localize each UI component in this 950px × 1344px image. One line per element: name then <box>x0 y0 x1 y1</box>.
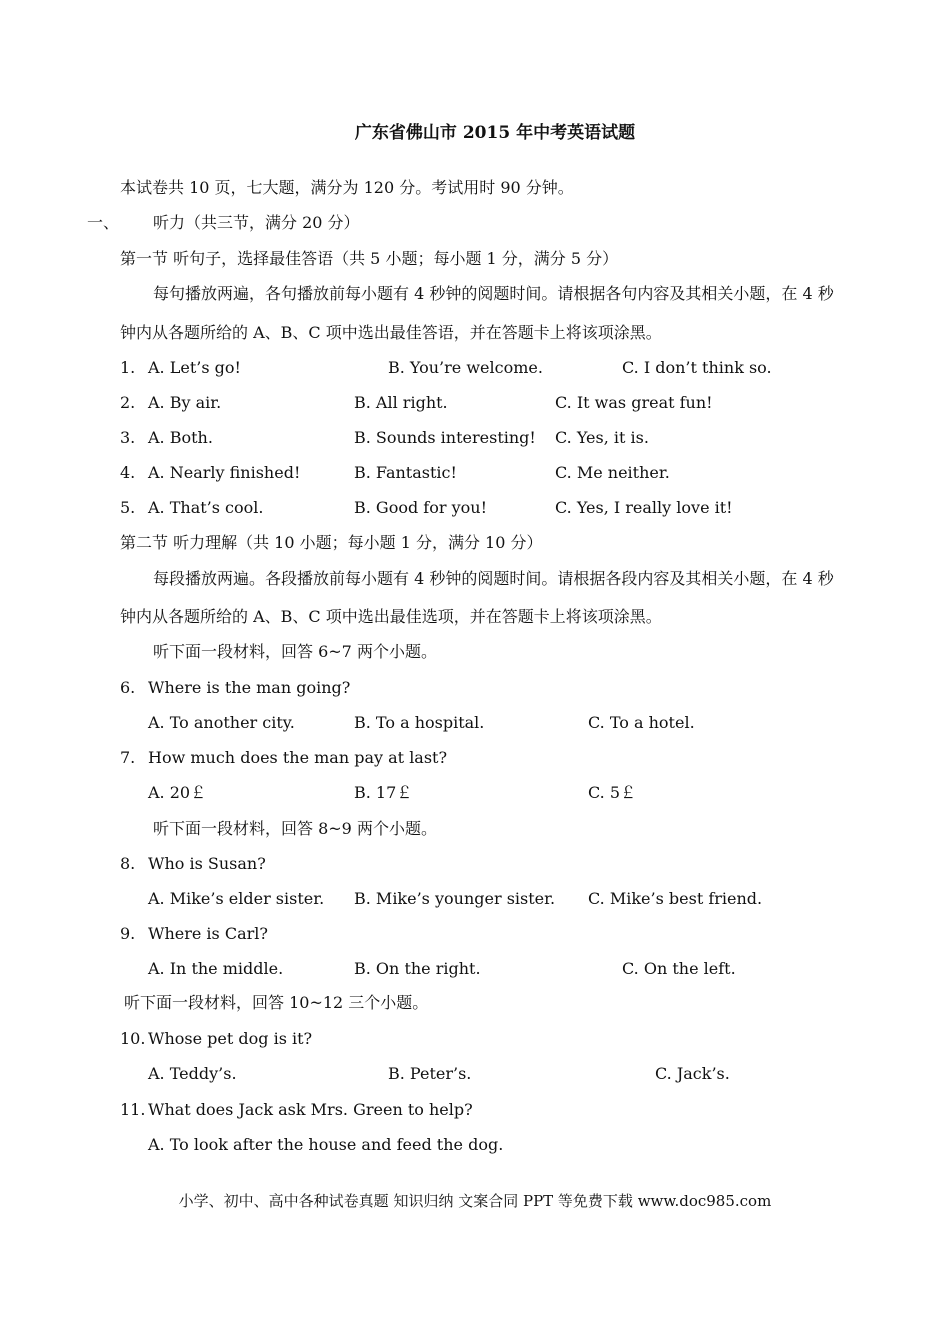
option-b: B. Good for you! <box>354 498 487 517</box>
option-c: C. To a hotel. <box>588 713 695 732</box>
option-a: A. Both. <box>148 428 213 447</box>
question-number: 2. <box>120 393 136 412</box>
question-number: 8. <box>120 854 136 873</box>
question-number: 10. <box>120 1029 146 1048</box>
question-number: 9. <box>120 924 136 943</box>
option-c: C. Yes, I really love it! <box>555 498 733 517</box>
listening-prompt: 听下面一段材料，回答 6~7 两个小题。 <box>153 642 437 661</box>
option-b: B. On the right. <box>354 959 481 978</box>
option-c: C. I don’t think so. <box>622 358 772 377</box>
option-a: A. In the middle. <box>148 959 284 978</box>
question-text: Where is Carl? <box>148 924 268 943</box>
question-text: What does Jack ask Mrs. Green to help? <box>148 1100 473 1119</box>
question-number: 3. <box>120 428 136 447</box>
option-c: C. It was great fun! <box>555 393 713 412</box>
part-heading: 听力（共三节，满分 20 分） <box>153 213 360 232</box>
option-c: C. Yes, it is. <box>555 428 649 447</box>
option-a: A. By air. <box>148 393 222 412</box>
question-text: Whose pet dog is it? <box>148 1029 313 1048</box>
option-a: A. That’s cool. <box>148 498 264 517</box>
option-b: B. Peter’s. <box>388 1064 472 1083</box>
option-a: A. Nearly finished! <box>148 463 301 482</box>
section-heading: 第二节 听力理解（共 10 小题；每小题 1 分，满分 10 分） <box>120 533 543 552</box>
option-a: A. To look after the house and feed the dog. <box>148 1135 504 1154</box>
question-number: 11. <box>120 1100 146 1119</box>
part-number: 一、 <box>87 213 120 232</box>
option-b: B. To a hospital. <box>354 713 485 732</box>
option-a: A. Let’s go! <box>148 358 241 377</box>
option-b: B. You’re welcome. <box>388 358 543 377</box>
instruction-text: 每段播放两遍。各段播放前每小题有 4 秒钟的阅题时间。请根据各段内容及其相关小题，在 4 秒 <box>153 569 834 588</box>
option-c: C. Mike’s best friend. <box>588 889 763 908</box>
option-b: B. 17￡ <box>354 783 413 802</box>
option-a: A. 20￡ <box>148 783 207 802</box>
question-text: Where is the man going? <box>148 678 351 697</box>
option-b: B. Fantastic! <box>354 463 457 482</box>
option-b: B. Sounds interesting! <box>354 428 536 447</box>
section-heading: 第一节 听句子，选择最佳答语（共 5 小题；每小题 1 分，满分 5 分） <box>120 249 619 268</box>
option-a: A. To another city. <box>148 713 295 732</box>
option-c: C. 5￡ <box>588 783 637 802</box>
listening-prompt: 听下面一段材料，回答 10~12 三个小题。 <box>124 993 429 1012</box>
question-number: 7. <box>120 748 136 767</box>
option-a: A. Teddy’s. <box>148 1064 237 1083</box>
option-c: C. On the left. <box>622 959 736 978</box>
instruction-text: 钟内从各题所给的 A、B、C 项中选出最佳选项，并在答题卡上将该项涂黑。 <box>120 607 662 626</box>
question-number: 4. <box>120 463 136 482</box>
question-number: 1. <box>120 358 136 377</box>
intro-text: 本试卷共 10 页，七大题，满分为 120 分。考试用时 90 分钟。 <box>120 178 574 197</box>
question-text: How much does the man pay at last? <box>148 748 448 767</box>
question-number: 6. <box>120 678 136 697</box>
option-a: A. Mike’s elder sister. <box>148 889 325 908</box>
question-number: 5. <box>120 498 136 517</box>
instruction-text: 钟内从各题所给的 A、B、C 项中选出最佳答语，并在答题卡上将该项涂黑。 <box>120 323 662 342</box>
option-c: C. Me neither. <box>555 463 670 482</box>
question-text: Who is Susan? <box>148 854 266 873</box>
option-b: B. Mike’s younger sister. <box>354 889 556 908</box>
option-c: C. Jack’s. <box>655 1064 730 1083</box>
page-title: 广东省佛山市 2015 年中考英语试题 <box>354 123 636 143</box>
listening-prompt: 听下面一段材料，回答 8~9 两个小题。 <box>153 819 437 838</box>
instruction-text: 每句播放两遍，各句播放前每小题有 4 秒钟的阅题时间。请根据各句内容及其相关小题，在 4 秒 <box>153 284 834 303</box>
option-b: B. All right. <box>354 393 448 412</box>
page-footer: 小学、初中、高中各种试卷真题 知识归纳 文案合同 PPT 等免费下载 www.doc985.com <box>178 1192 772 1210</box>
